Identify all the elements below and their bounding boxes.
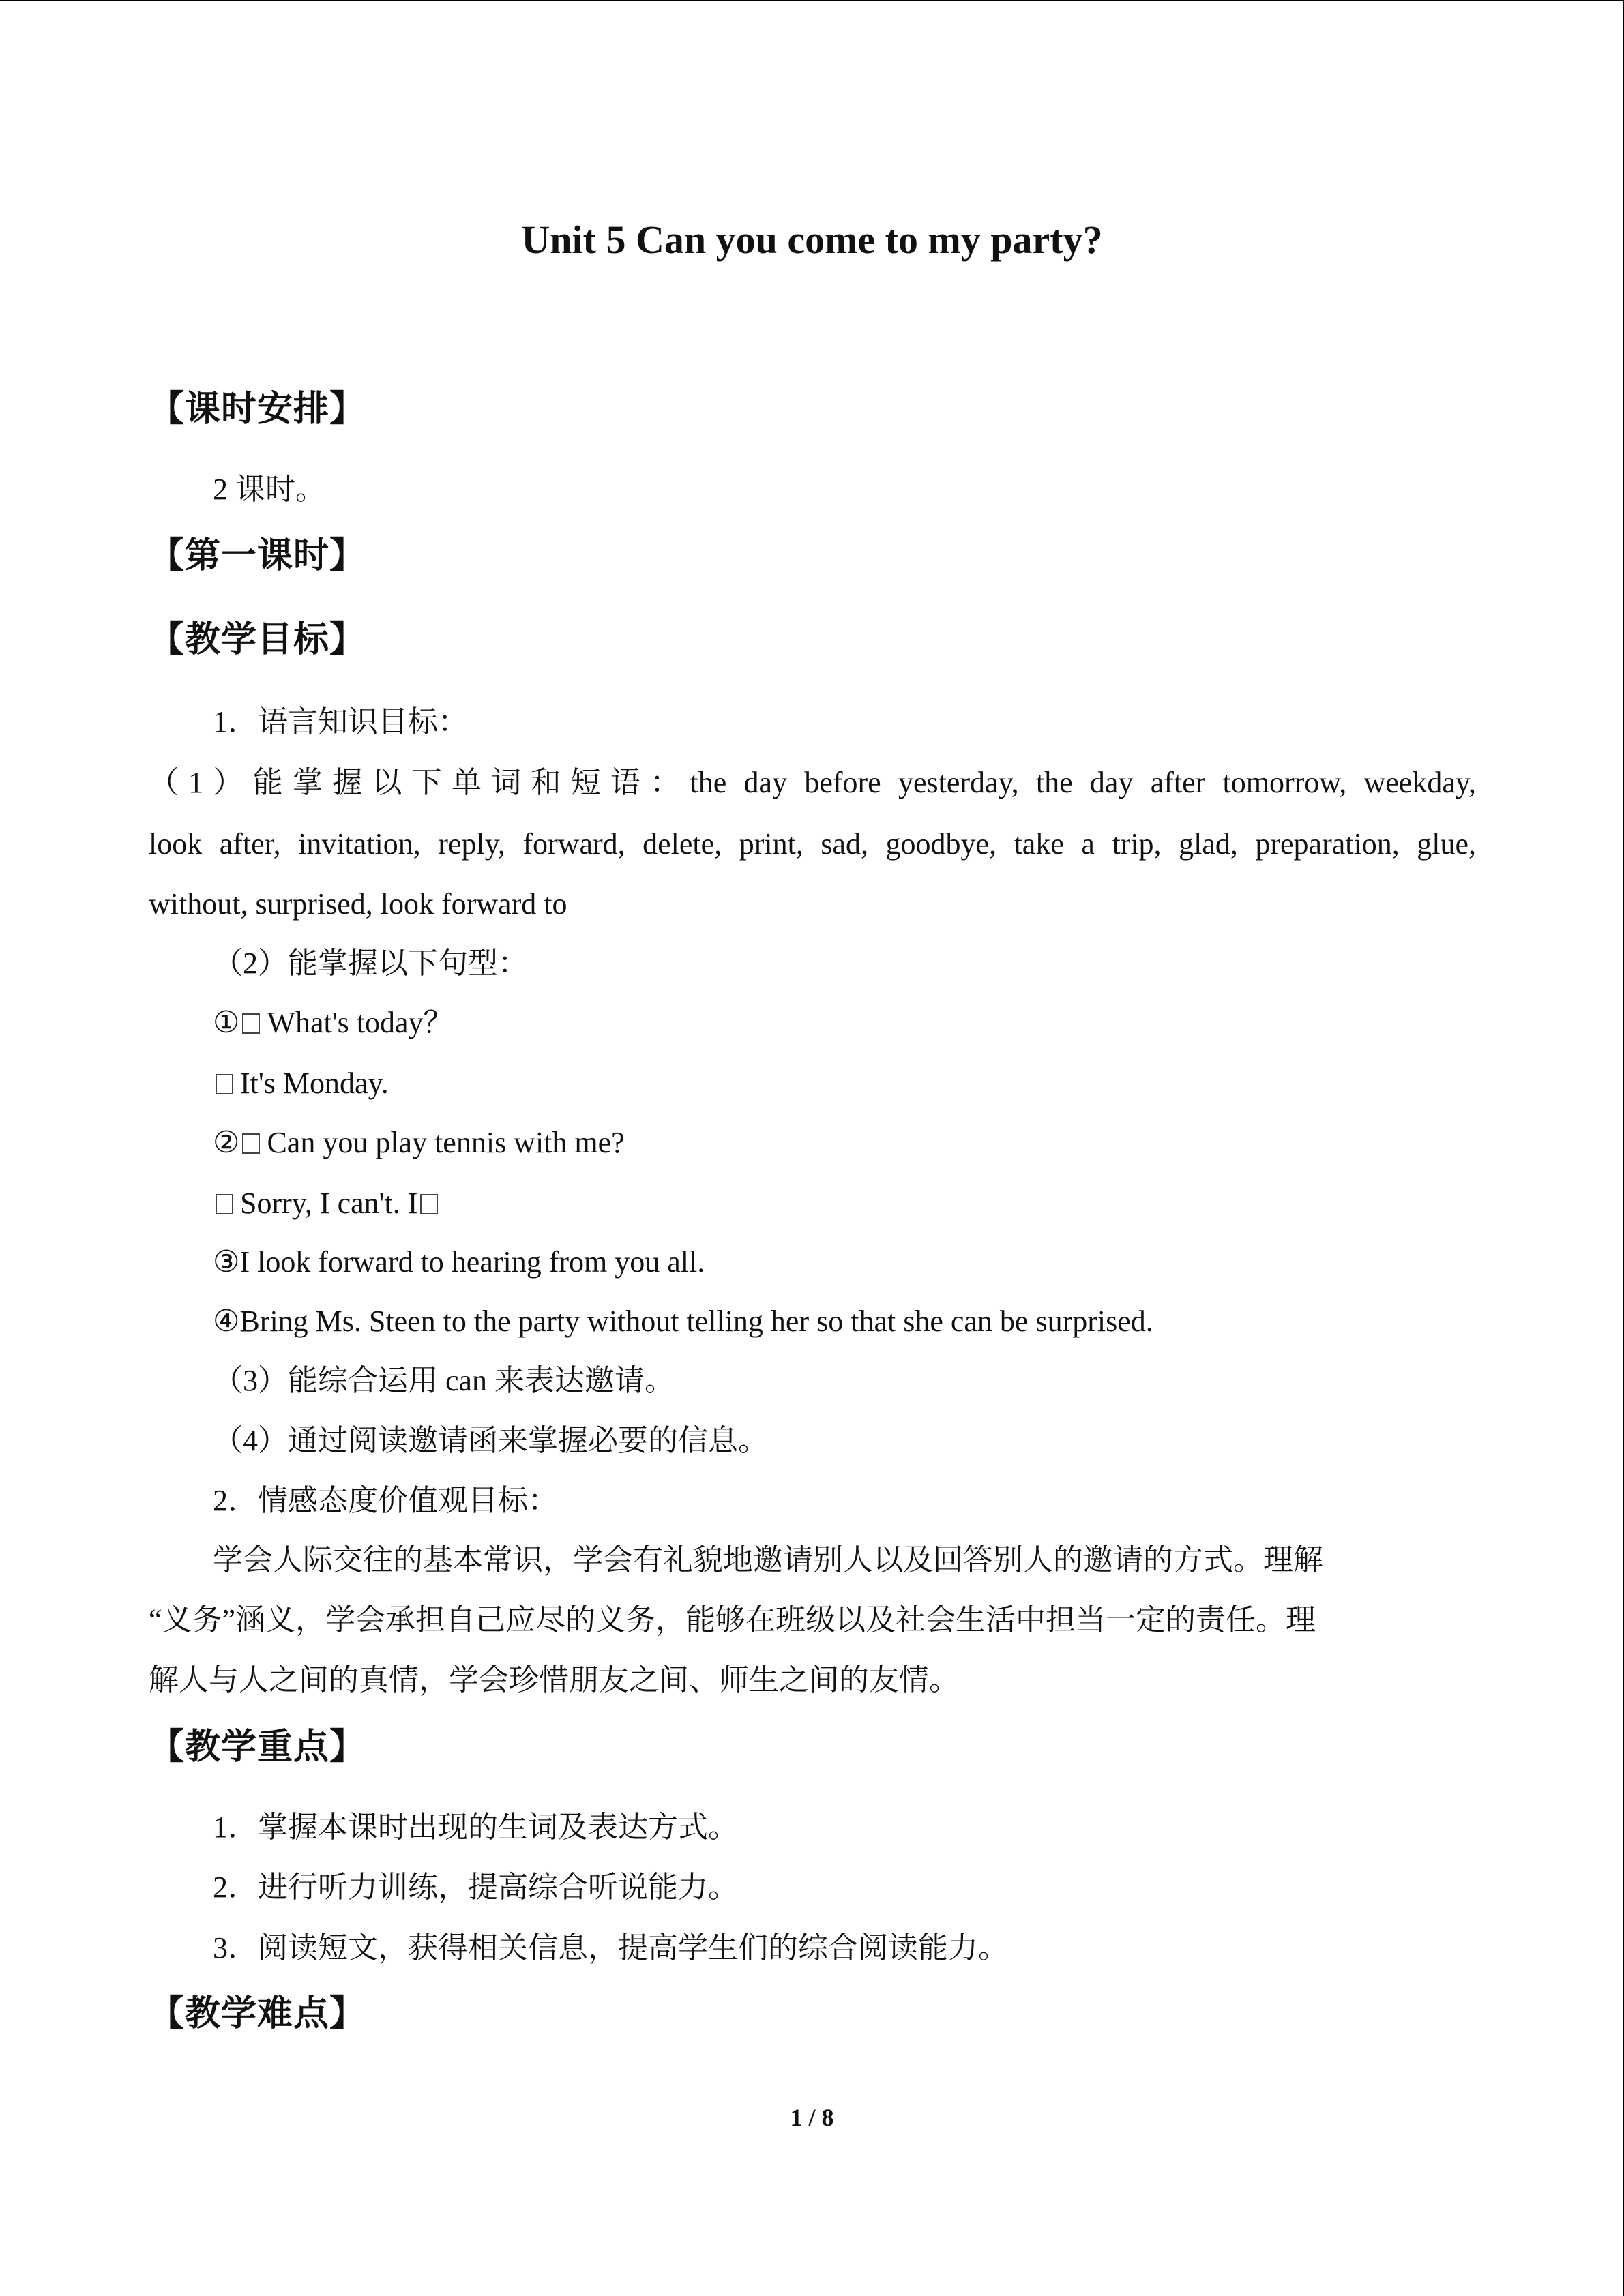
placeholder-box	[242, 1133, 260, 1154]
goal1-item1-line2: look after, invitation, reply, forward, delete, print, sad, goodbye, take a trip, glad, preparation, glue,	[149, 827, 1476, 861]
document-title: Unit 5 Can you come to my party?	[521, 218, 1103, 262]
sentence-2	[213, 1122, 625, 1164]
goal2-line2: “义务”涵义，学会承担自己应尽的义务，能够在班级以及社会生活中担当一定的责任。理	[149, 1603, 1316, 1637]
sentence-3: ③I look forward to hearing from you all.	[213, 1245, 705, 1279]
key-point-1: 1．掌握本课时出现的生词及表达方式。	[213, 1810, 738, 1844]
goal1-item2: （2）能掌握以下句型：	[213, 946, 528, 980]
goal1-item4: （4）通过阅读邀请函来掌握必要的信息。	[213, 1424, 768, 1457]
sentence-1-answer-text: It's Monday.	[240, 1067, 389, 1100]
sentence-1-answer	[213, 1062, 389, 1105]
placeholder-box	[216, 1074, 233, 1094]
goal2-line3: 解人与人之间的真情，学会珍惜朋友之间、师生之间的友情。	[149, 1663, 959, 1697]
goal1-title: 1．语言知识目标：	[213, 705, 468, 739]
goal2-line1: 学会人际交往的基本常识，学会有礼貌地邀请别人以及回答别人的邀请的方式。理解	[213, 1543, 1323, 1577]
page-number: 1 / 8	[790, 2104, 834, 2131]
lesson1-heading: 【第一课时】	[149, 535, 366, 576]
goal2-title: 2．情感态度价值观目标：	[213, 1484, 558, 1517]
sentence-4: ④Bring Ms. Steen to the party without telling her so that she can be surprised.	[213, 1304, 1153, 1338]
placeholder-box	[420, 1194, 438, 1214]
sentence-2-number: ②	[213, 1126, 240, 1159]
sentence-2-text: Can you play tennis with me?	[267, 1126, 625, 1159]
goals-heading: 【教学目标】	[149, 619, 366, 660]
page-top-border	[0, 0, 1623, 1]
goal1-item1-line1: （1）能掌握以下单词和短语：the day before yesterday, the day after tomorrow, weekday,	[149, 766, 1476, 799]
sentence-2-answer-text: Sorry, I can't. I	[240, 1187, 418, 1220]
key-point-3: 3．阅读短文，获得相关信息，提高学生们的综合阅读能力。	[213, 1931, 1008, 1965]
key-points-heading: 【教学重点】	[149, 1727, 366, 1768]
schedule-heading: 【课时安排】	[149, 389, 366, 430]
sentence-1	[213, 1002, 454, 1044]
difficulty-heading: 【教学难点】	[149, 1993, 366, 2034]
goal1-item3: （3）能综合运用 can 来表达邀请。	[213, 1364, 675, 1397]
placeholder-box	[242, 1013, 260, 1034]
sentence-1-text: What's today？	[267, 1006, 454, 1039]
goal1-item1-line3: without, surprised, look forward to	[149, 887, 567, 921]
key-point-2: 2．进行听力训练，提高综合听说能力。	[213, 1870, 738, 1904]
sentence-1-number: ①	[213, 1006, 240, 1039]
placeholder-box	[216, 1194, 233, 1214]
sentence-2-answer	[213, 1182, 445, 1225]
schedule-text: 2 课时。	[213, 473, 325, 506]
